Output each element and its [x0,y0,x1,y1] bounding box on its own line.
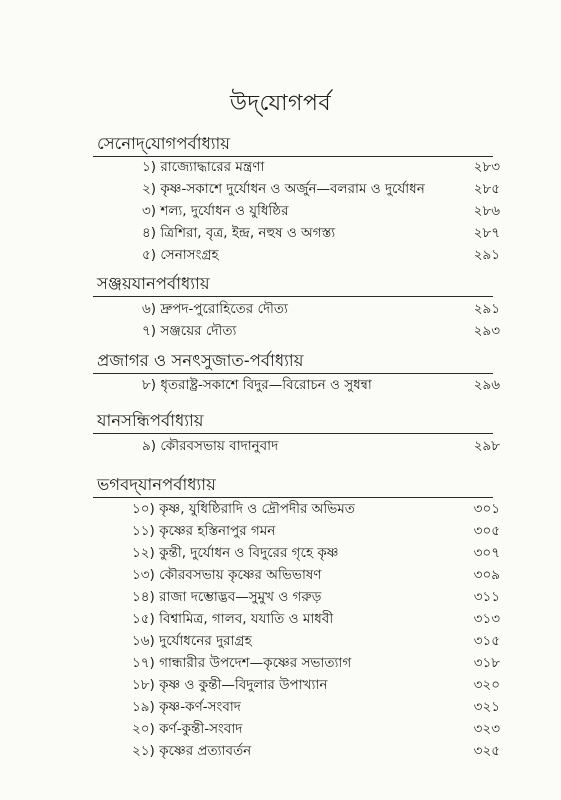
toc-entry [0,564,561,586]
section-heading [93,272,493,297]
entry-page-number: ২৮৭ [473,225,500,241]
toc-entry [0,608,561,630]
entry-page-number: ৩২০ [473,677,500,693]
toc-entry [0,498,561,520]
entry-label: ১০) কৃষ্ণ, যুধিষ্ঠিরাদি ও দ্রৌপদীর অভিমত [132,501,355,517]
entry-page-number: ৩০১ [473,501,500,517]
entry-page-number: ২৮৫ [473,181,500,197]
toc-entry [0,718,561,740]
entry-page-number: ২৯১ [473,301,500,317]
section-heading [93,132,493,157]
toc-entry [0,435,561,457]
section-heading [93,409,493,434]
entry-label: ১৩) কৌরবসভায় কৃষ্ণের অভিভাষণ [132,567,322,583]
entry-page-number: ২৮৩ [473,159,500,175]
toc-entry [0,374,561,396]
entry-label: ৬) দ্রুপদ-পুরোহিতের দৌত্য [142,301,288,317]
toc-entry [0,630,561,652]
section-title: যানসন্ধিপর্বাধ্যায় [97,411,204,430]
page-title: উদ্‌যোগপর্ব [229,91,332,116]
entry-label: ৮) ধৃতরাষ্ট্র-সকাশে বিদুর—বিরোচন ও সুধন্বা [142,377,372,393]
entry-label: ৫) সেনাসংগ্রহ [142,247,219,263]
entry-label: ১৭) গান্ধারীর উপদেশ—কৃষ্ণের সভাত্যাগ [132,655,352,671]
toc-entry [0,696,561,718]
entry-page-number: ৩২৩ [473,721,500,737]
entry-label: ২০) কর্ণ-কুন্তী-সংবাদ [132,721,243,737]
entry-page-number: ২৯৩ [473,323,500,339]
entry-page-number: ৩০৫ [473,523,500,539]
toc-entry [0,178,561,200]
entry-page-number: ২৯১ [473,247,500,263]
section-title: সঞ্জয়যানপর্বাধ্যায় [97,274,210,293]
entry-label: ১৬) দুর্যোধনের দুরাগ্রহ [132,633,252,649]
entry-page-number: ২৯৬ [473,377,500,393]
entry-page-number: ৩২১ [473,699,500,715]
entry-label: ২) কৃষ্ণ-সকাশে দুর্যোধন ও অর্জুন—বলরাম ও দুর্যোধন [142,181,425,197]
section-title: ভগবদ্‌যানপর্বাধ্যায় [97,475,216,494]
entry-label: ১৮) কৃষ্ণ ও কুন্তী—বিদুলার উপাখ্যান [132,677,328,693]
entry-page-number: ২৮৬ [473,203,500,219]
entry-page-number: ৩০৭ [473,545,500,561]
toc-entry [0,298,561,320]
toc-entry [0,674,561,696]
toc-entry [0,156,561,178]
toc-entry [0,200,561,222]
entry-page-number: ৩১৫ [473,633,500,649]
toc-entry [0,320,561,342]
toc-entry [0,542,561,564]
entry-label: ৪) ত্রিশিরা, বৃত্র, ইন্দ্র, নহুষ ও অগস্ত্য [142,225,336,241]
entry-page-number: ৩২৫ [473,743,500,759]
toc-entry [0,586,561,608]
entry-label: ১) রাজ্যোদ্ধারের মন্ত্রণা [142,159,265,175]
entry-page-number: ৩১৩ [473,611,500,627]
toc-entry [0,520,561,542]
entry-page-number: ৩১৮ [473,655,500,671]
section-heading [93,349,493,374]
entry-label: ১৯) কৃষ্ণ-কর্ণ-সংবাদ [132,699,241,715]
toc-entry [0,652,561,674]
entry-label: ৯) কৌরবসভায় বাদানুবাদ [142,438,279,454]
entry-label: ১১) কৃষ্ণের হস্তিনাপুর গমন [132,523,276,539]
toc-entry [0,222,561,244]
entry-label: ১৫) বিশ্বামিত্র, গালব, যযাতি ও মাধবী [132,611,334,627]
entry-page-number: ২৯৮ [473,438,500,454]
section-title: প্রজাগর ও সনৎসুজাত-পর্বাধ্যায় [97,351,304,370]
entry-label: ৩) শল্য, দুর্যোধন ও যুধিষ্ঠির [142,203,289,219]
section-title: সেনোদ্‌যোগপর্বাধ্যায় [97,134,231,153]
section-heading [93,473,493,498]
entry-page-number: ৩১১ [473,589,500,605]
entry-label: ৭) সঞ্জয়ের দৌত্য [142,323,237,339]
toc-entry [0,244,561,266]
toc-entry [0,740,561,762]
entry-label: ১২) কুন্তী, দুর্যোধন ও বিদুরের গৃহে কৃষ্ণ [132,545,339,561]
entry-label: ২১) কৃষ্ণের প্রত্যাবর্তন [132,743,252,759]
entry-label: ১৪) রাজা দম্ভোদ্ভব—সুমুখ ও গরুড় [132,589,322,605]
entry-page-number: ৩০৯ [473,567,500,583]
